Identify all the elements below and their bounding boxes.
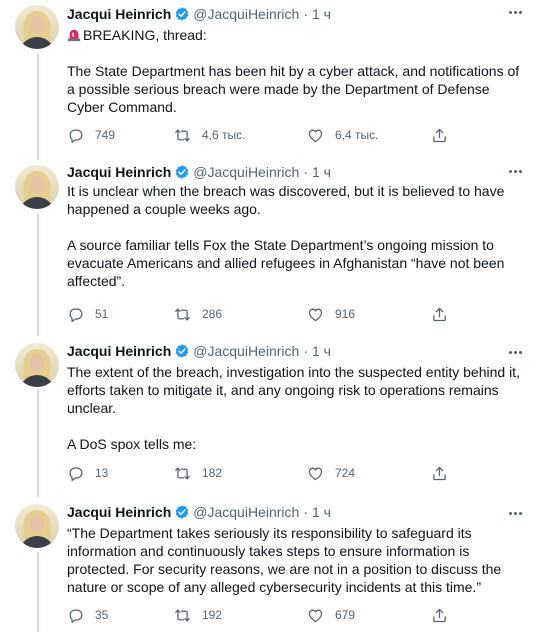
reply-icon	[67, 127, 84, 144]
heart-icon	[307, 465, 324, 482]
police-siren-icon	[67, 28, 81, 42]
reply-count: 51	[95, 307, 109, 321]
timestamp[interactable]: 1 ч	[311, 343, 331, 359]
reply-button[interactable]	[67, 463, 108, 483]
retweet-button[interactable]	[174, 463, 222, 483]
like-button[interactable]	[307, 304, 355, 324]
retweet-button[interactable]	[174, 125, 245, 145]
tweet-paragraph: “The Department takes seriously its responsibility to safeguard its information and continuously takes steps to ensure information is protected. For security reasons, we are not in a position to discuss the nature or scope of any alleged cybersecurity incidents at this time.”	[67, 525, 502, 595]
tweet-actions	[67, 605, 467, 625]
tweet-actions	[67, 463, 467, 483]
tweet-text	[67, 182, 529, 290]
tweet-paragraph: The State Department has been hit by a cyber attack, and notifications of a possible serious breach were made by the Department of Defense Cyber Command.	[67, 63, 520, 115]
more-icon[interactable]	[506, 505, 524, 521]
separator: ·	[303, 343, 308, 359]
tweet-text	[67, 363, 529, 453]
avatar[interactable]	[15, 343, 59, 387]
more-icon[interactable]	[506, 344, 524, 360]
avatar[interactable]	[15, 5, 59, 49]
share-icon	[431, 127, 448, 144]
retweet-count: 286	[202, 307, 223, 321]
reply-button[interactable]	[67, 605, 108, 625]
author-name[interactable]: Jacqui Heinrich	[67, 504, 172, 520]
tweet-header	[67, 502, 331, 522]
more-icon[interactable]	[506, 163, 524, 179]
reply-button[interactable]	[67, 304, 108, 324]
tweet[interactable]	[0, 499, 536, 632]
author-name[interactable]: Jacqui Heinrich	[67, 164, 172, 180]
tweet-text	[67, 26, 529, 116]
author-name[interactable]: Jacqui Heinrich	[67, 343, 172, 359]
author-name[interactable]: Jacqui Heinrich	[67, 6, 172, 22]
share-button[interactable]	[431, 463, 459, 483]
retweet-button[interactable]	[174, 605, 222, 625]
separator: ·	[303, 504, 308, 520]
reply-count: 13	[95, 466, 109, 480]
like-count: 6,4 тыс.	[335, 128, 379, 142]
tweet-text	[67, 524, 529, 596]
share-icon	[431, 607, 448, 624]
retweet-count: 182	[202, 466, 223, 480]
tweet-paragraph: BREAKING, thread:	[83, 27, 207, 43]
tweet-paragraph: The extent of the breach, investigation into the suspected entity behind it, efforts taken to mitigate it, and any ongoing risk to operations remains unclear.	[67, 364, 520, 416]
reply-icon	[67, 306, 84, 323]
tweet-paragraph: A source familiar tells Fox the State Department’s ongoing mission to evacuate Americans and allied refugees in Afghanistan “have not been affected”.	[67, 237, 505, 289]
like-button[interactable]	[307, 463, 355, 483]
author-handle[interactable]: @JacquiHeinrich	[193, 6, 300, 22]
retweet-icon	[174, 127, 191, 144]
verified-badge-icon	[174, 343, 190, 359]
timestamp[interactable]: 1 ч	[311, 164, 331, 180]
verified-badge-icon	[174, 504, 190, 520]
tweet-actions	[67, 304, 467, 324]
more-icon[interactable]	[506, 4, 524, 20]
verified-badge-icon	[174, 6, 190, 22]
reply-icon	[67, 607, 84, 624]
verified-badge-icon	[174, 164, 190, 180]
like-count: 679	[335, 608, 356, 622]
retweet-count: 192	[202, 608, 223, 622]
retweet-icon	[174, 306, 191, 323]
retweet-button[interactable]	[174, 304, 222, 324]
like-count: 724	[335, 466, 356, 480]
timestamp[interactable]: 1 ч	[311, 504, 331, 520]
reply-button[interactable]	[67, 125, 115, 145]
avatar[interactable]	[15, 165, 59, 209]
timestamp[interactable]: 1 ч	[311, 6, 331, 22]
tweet[interactable]	[0, 338, 536, 498]
tweet[interactable]	[0, 0, 536, 160]
separator: ·	[303, 6, 308, 22]
reply-icon	[67, 465, 84, 482]
like-button[interactable]	[307, 125, 378, 145]
share-button[interactable]	[431, 125, 459, 145]
separator: ·	[303, 164, 308, 180]
tweet-paragraph: A DoS spox tells me:	[67, 436, 197, 452]
tweet-header	[67, 341, 331, 361]
author-handle[interactable]: @JacquiHeinrich	[193, 343, 300, 359]
like-count: 916	[335, 307, 356, 321]
share-icon	[431, 465, 448, 482]
like-button[interactable]	[307, 605, 355, 625]
heart-icon	[307, 306, 324, 323]
tweet-actions	[67, 125, 467, 145]
author-handle[interactable]: @JacquiHeinrich	[193, 504, 300, 520]
tweet[interactable]	[0, 160, 536, 336]
share-button[interactable]	[431, 605, 459, 625]
author-handle[interactable]: @JacquiHeinrich	[193, 164, 300, 180]
heart-icon	[307, 127, 324, 144]
share-icon	[431, 306, 448, 323]
retweet-count: 4,6 тыс.	[202, 128, 246, 142]
retweet-icon	[174, 465, 191, 482]
heart-icon	[307, 607, 324, 624]
reply-count: 35	[95, 608, 109, 622]
tweet-header	[67, 4, 331, 24]
tweet-paragraph: It is unclear when the breach was discovered, but it is believed to have happened a couple weeks ago.	[67, 183, 505, 217]
reply-count: 749	[95, 128, 116, 142]
tweet-header	[67, 162, 331, 182]
retweet-icon	[174, 607, 191, 624]
share-button[interactable]	[431, 304, 459, 324]
avatar[interactable]	[15, 504, 59, 548]
